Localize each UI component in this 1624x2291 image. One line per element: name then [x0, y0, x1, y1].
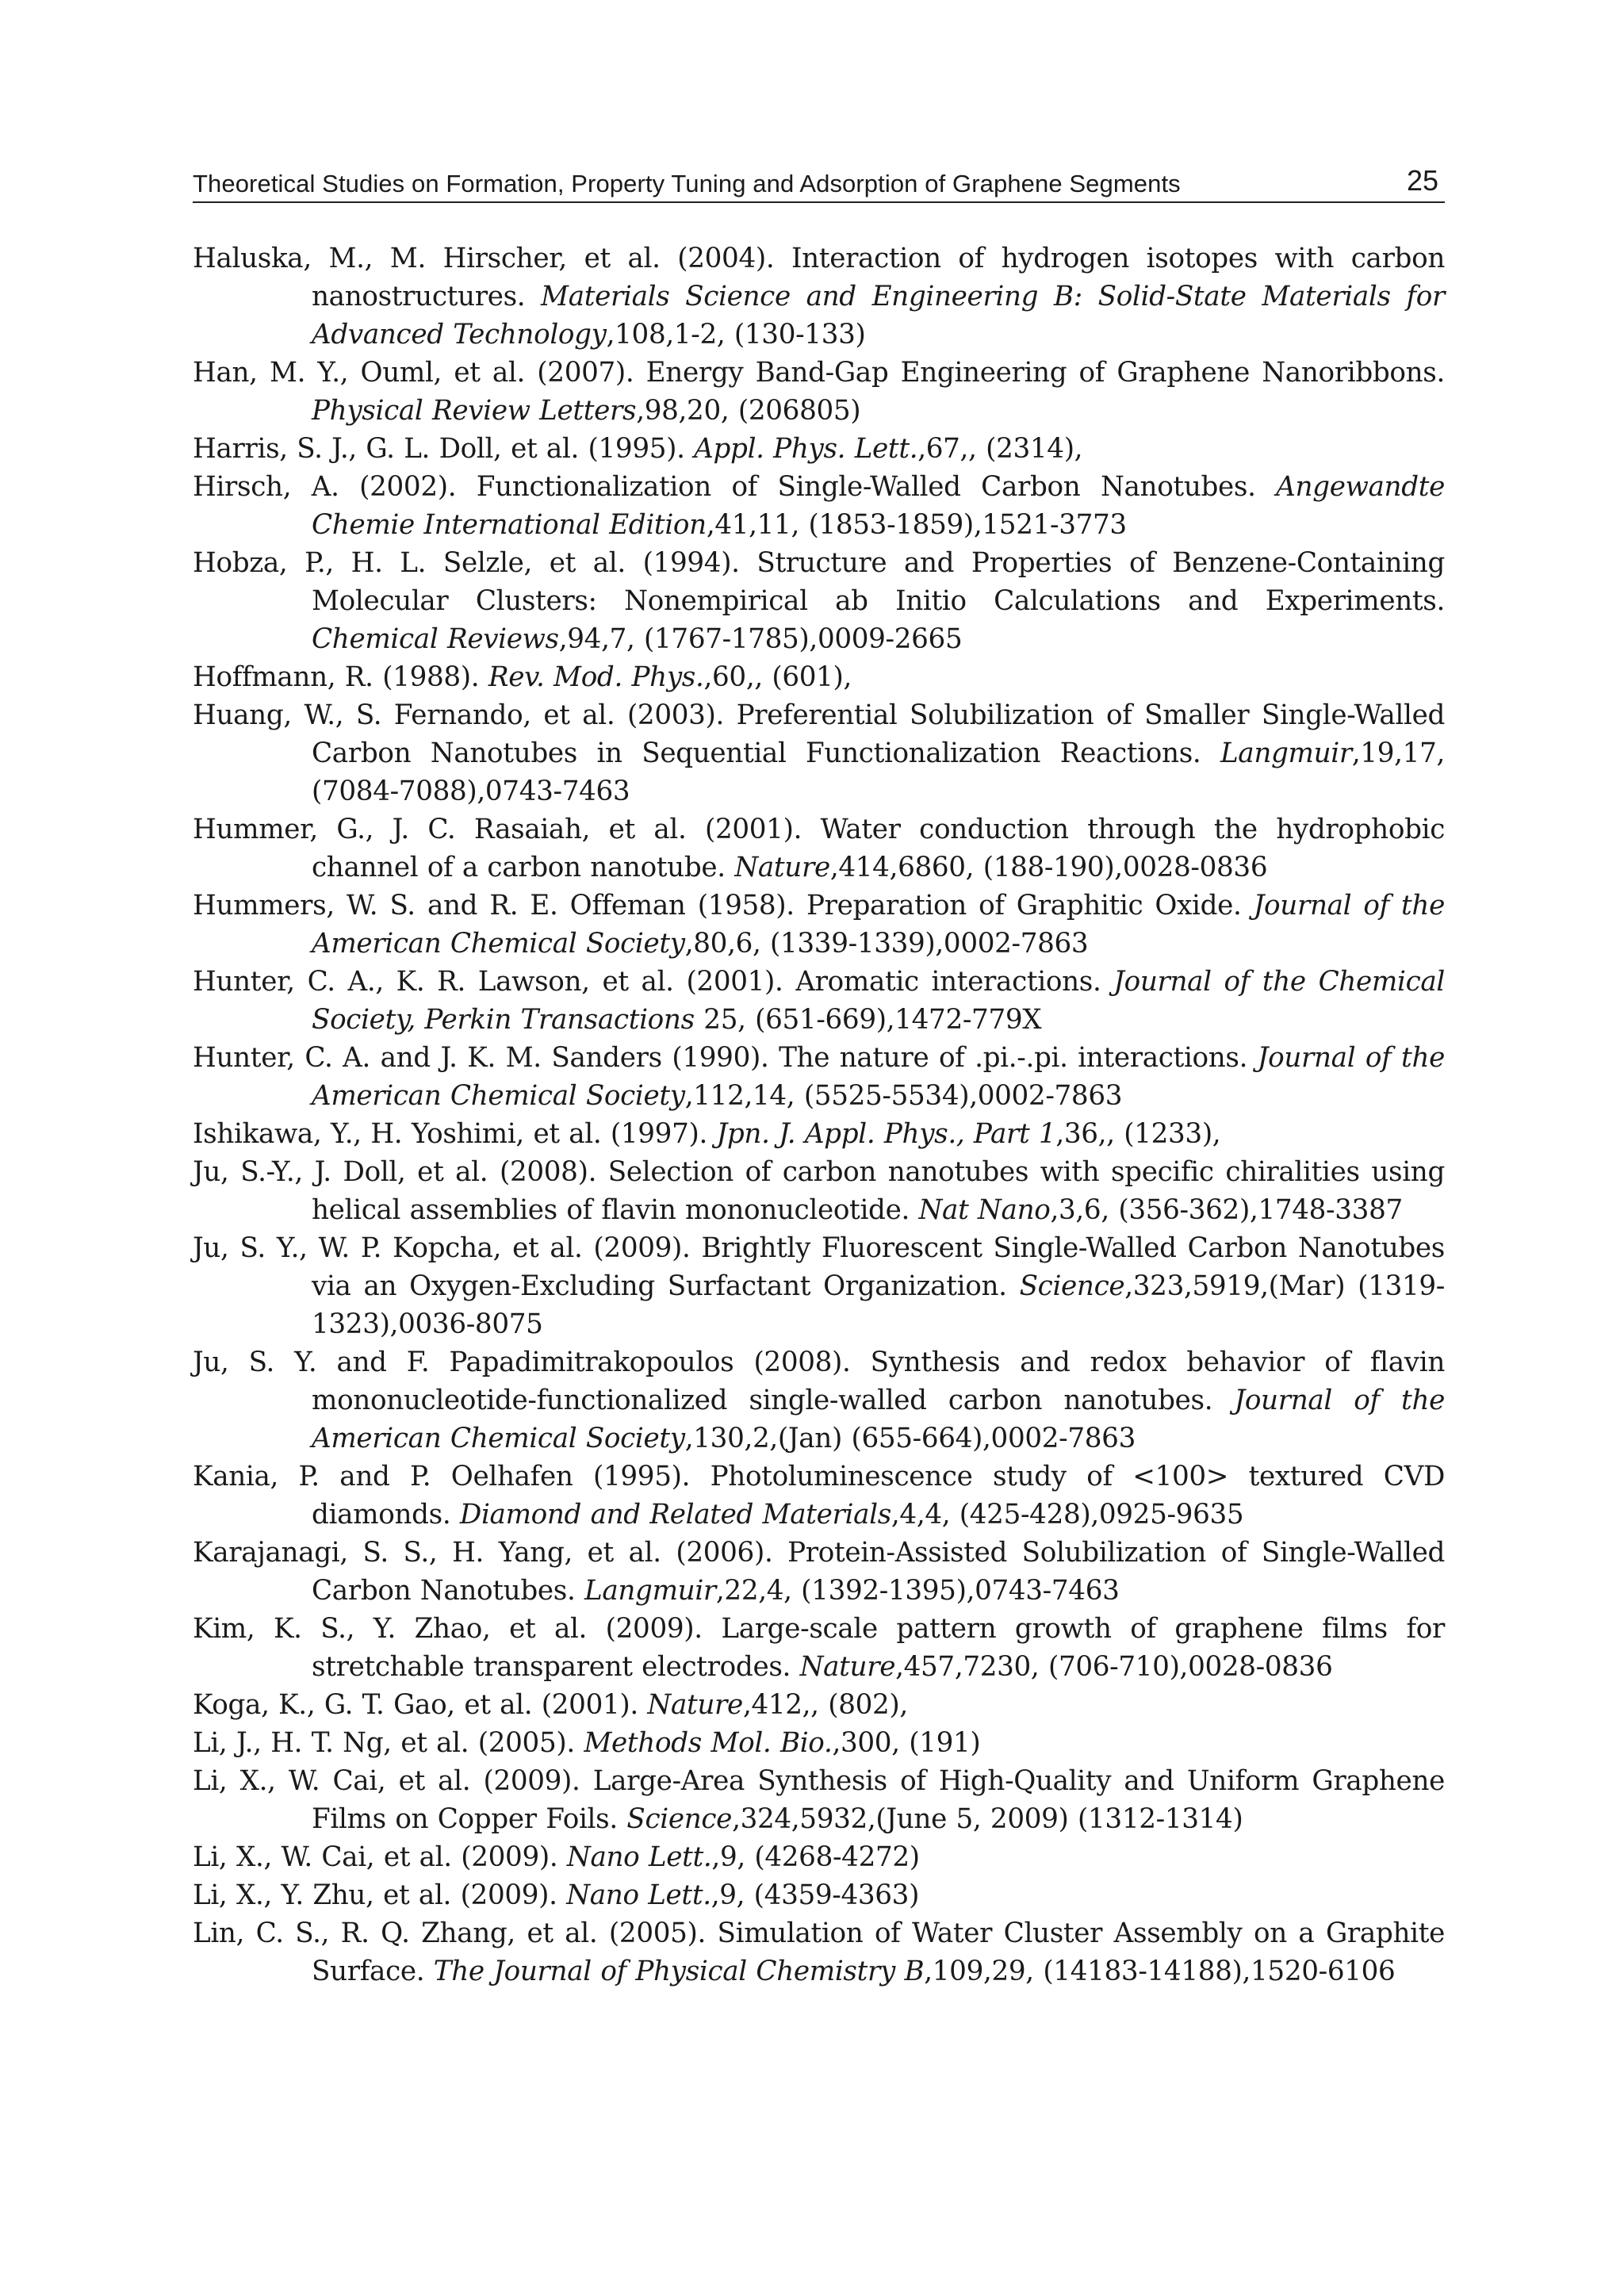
reference-volume-pages: ,112,14, (5525-5534),0002-7863	[684, 1080, 1123, 1112]
reference-volume-pages: ,22,4, (1392-1395),0743-7463	[715, 1575, 1120, 1607]
reference-volume-pages: ,108,1-2, (130-133)	[606, 319, 866, 351]
reference-journal: Methods Mol. Bio.	[584, 1727, 833, 1759]
reference-entry	[193, 658, 1445, 696]
reference-entry	[193, 963, 1445, 1039]
reference-entry	[193, 1762, 1445, 1838]
reference-journal: Materials Science and Engineering B: Solid-State Materials for Advanced Technology	[312, 281, 1445, 351]
running-header	[193, 163, 1445, 203]
reference-entry	[193, 1686, 1445, 1724]
reference-volume-pages: ,36,, (1233),	[1055, 1118, 1221, 1150]
reference-volume-pages: ,3,6, (356-362),1748-3387	[1050, 1194, 1403, 1226]
reference-volume-pages: ,457,7230, (706-710),0028-0836	[895, 1651, 1333, 1683]
reference-volume-pages: ,41,11, (1853-1859),1521-3773	[706, 509, 1127, 541]
page	[193, 0, 1445, 2291]
reference-entry	[193, 1229, 1445, 1343]
reference-journal: Chemical Reviews	[312, 623, 559, 655]
reference-citation-text: Kania, P. and P. Oelhafen (1995). Photoluminescence study of <100> textured CVD diamonds.	[193, 1461, 1445, 1531]
reference-list	[193, 239, 1445, 1990]
reference-volume-pages: ,60,, (601),	[703, 661, 852, 693]
reference-journal: Physical Review Letters	[312, 395, 637, 427]
reference-volume-pages: ,98,20, (206805)	[636, 395, 861, 427]
reference-journal: Diamond and Related Materials	[459, 1499, 891, 1531]
reference-volume-pages: ,109,29, (14183-14188),1520-6106	[924, 1956, 1396, 1987]
reference-citation-text: Hirsch, A. (2002). Functionalization of Single-Walled Carbon Nanotubes.	[193, 471, 1277, 503]
reference-journal: Nature	[734, 852, 830, 883]
reference-citation-text: Ju, S. Y. and F. Papadimitrakopoulos (2008). Synthesis and redox behavior of flavin mononucleotide-functionalized single-walled carbon nanotubes.	[193, 1347, 1445, 1416]
reference-volume-pages: ,94,7, (1767-1785),0009-2665	[558, 623, 963, 655]
reference-citation-text: Koga, K., G. T. Gao, et al. (2001).	[193, 1689, 648, 1721]
reference-entry	[193, 1838, 1445, 1876]
reference-citation-text: Li, X., W. Cai, et al. (2009). Large-Area Synthesis of High-Quality and Uniform Graphene Films on Copper Foils.	[193, 1765, 1445, 1835]
reference-entry	[193, 544, 1445, 658]
reference-volume-pages: ,414,6860, (188-190),0028-0836	[829, 852, 1268, 883]
reference-citation-text: Ju, S. Y., W. P. Kopcha, et al. (2009). Brightly Fluorescent Single-Walled Carbon Nanotubes via an Oxygen-Excluding Surfactant Organization.	[193, 1232, 1445, 1302]
reference-citation-text: Hoffmann, R. (1988).	[193, 661, 488, 693]
reference-entry	[193, 1724, 1445, 1762]
reference-citation-text: Hunter, C. A., K. R. Lawson, et al. (2001). Aromatic interactions.	[193, 966, 1114, 998]
reference-entry	[193, 1610, 1445, 1686]
reference-citation-text: Kim, K. S., Y. Zhao, et al. (2009). Large-scale pattern growth of graphene films for stretchable transparent electrodes.	[193, 1613, 1445, 1683]
reference-journal: Nano Lett.	[566, 1841, 712, 1873]
reference-entry	[193, 354, 1445, 430]
reference-journal: Science	[626, 1803, 733, 1835]
reference-journal: Rev. Mod. Phys.	[488, 661, 704, 693]
reference-citation-text: Ishikawa, Y., H. Yoshimi, et al. (1997).	[193, 1118, 717, 1150]
reference-entry	[193, 468, 1445, 544]
reference-journal: The Journal of Physical Chemistry B	[433, 1956, 925, 1987]
reference-entry	[193, 1153, 1445, 1229]
reference-entry	[193, 1914, 1445, 1990]
reference-entry	[193, 430, 1445, 468]
reference-entry	[193, 1876, 1445, 1914]
reference-citation-text: Hobza, P., H. L. Selzle, et al. (1994). Structure and Properties of Benzene-Containing Molecular Clusters: Nonempirical ab Initio Calculations and Experiments.	[193, 547, 1445, 617]
reference-citation-text: Li, J., H. T. Ng, et al. (2005).	[193, 1727, 584, 1759]
header-title: Theoretical Studies on Formation, Property Tuning and Adsorption of Graphene Segments	[193, 170, 1181, 197]
reference-volume-pages: ,67,, (2314),	[917, 433, 1083, 465]
reference-citation-text: Harris, S. J., G. L. Doll, et al. (1995).	[193, 433, 695, 465]
reference-journal: Science	[1019, 1270, 1125, 1302]
reference-entry	[193, 1115, 1445, 1153]
reference-volume-pages: ,412,, (802),	[742, 1689, 908, 1721]
reference-volume-pages: ,300, (191)	[832, 1727, 981, 1759]
reference-citation-text: Haluska, M., M. Hirscher, et al. (2004). Interaction of hydrogen isotopes with carbon nanostructures.	[193, 243, 1445, 312]
reference-journal: Journal of the American Chemical Society	[312, 1042, 1445, 1112]
reference-entry	[193, 1039, 1445, 1115]
reference-journal: Journal of the American Chemical Society	[312, 1385, 1445, 1454]
reference-volume-pages: ,323,5919,(Mar) (1319-1323),0036-8075	[312, 1270, 1445, 1340]
page-number: 25	[1406, 164, 1438, 197]
reference-citation-text: Li, X., W. Cai, et al. (2009).	[193, 1841, 567, 1873]
reference-citation-text: Hunter, C. A. and J. K. M. Sanders (1990). The nature of .pi.-.pi. interactions.	[193, 1042, 1258, 1074]
reference-volume-pages: ,9, (4359-4363)	[710, 1879, 920, 1911]
reference-journal: Angewandte Chemie International Edition	[312, 471, 1445, 541]
reference-volume-pages: ,4,4, (425-428),0925-9635	[891, 1499, 1244, 1531]
reference-journal: Journal of the American Chemical Society	[312, 890, 1445, 960]
reference-journal: Nano Lett.	[566, 1879, 711, 1911]
reference-citation-text: Hummers, W. S. and R. E. Offeman (1958). Preparation of Graphitic Oxide.	[193, 890, 1254, 921]
reference-volume-pages: 25, (651-669),1472-779X	[694, 1004, 1042, 1036]
reference-entry	[193, 1458, 1445, 1534]
reference-citation-text: Karajanagi, S. S., H. Yang, et al. (2006). Protein-Assisted Solubilization of Single-Walled Carbon Nanotubes.	[193, 1537, 1445, 1607]
reference-journal: Appl. Phys. Lett.	[694, 433, 918, 465]
reference-citation-text: Lin, C. S., R. Q. Zhang, et al. (2005). Simulation of Water Cluster Assembly on a Graphite Surface.	[193, 1917, 1445, 1987]
reference-citation-text: Li, X., Y. Zhu, et al. (2009).	[193, 1879, 567, 1911]
reference-journal: Langmuir	[584, 1575, 716, 1607]
reference-journal: Nature	[647, 1689, 743, 1721]
reference-volume-pages: ,9, (4268-4272)	[711, 1841, 920, 1873]
reference-entry	[193, 887, 1445, 963]
reference-entry	[193, 696, 1445, 810]
reference-volume-pages: ,80,6, (1339-1339),0002-7863	[684, 928, 1089, 960]
reference-volume-pages: ,324,5932,(June 5, 2009) (1312-1314)	[732, 1803, 1243, 1835]
reference-volume-pages: ,130,2,(Jan) (655-664),0002-7863	[684, 1423, 1136, 1454]
reference-citation-text: Ju, S.-Y., J. Doll, et al. (2008). Selection of carbon nanotubes with specific chiralities using helical assemblies of flavin mononucleotide.	[193, 1156, 1445, 1226]
reference-journal: Jpn. J. Appl. Phys., Part 1	[716, 1118, 1056, 1150]
reference-volume-pages: ,19,17, (7084-7088),0743-7463	[312, 737, 1445, 807]
reference-journal: Nat Nano	[918, 1194, 1051, 1226]
reference-entry	[193, 1343, 1445, 1458]
reference-journal: Nature	[799, 1651, 896, 1683]
reference-entry	[193, 239, 1445, 354]
reference-journal: Langmuir	[1220, 737, 1352, 769]
reference-citation-text: Han, M. Y., Ouml, et al. (2007). Energy Band-Gap Engineering of Graphene Nanoribbons.	[193, 357, 1445, 389]
reference-journal: Journal of the Chemical Society, Perkin Transactions	[312, 966, 1445, 1036]
reference-citation-text: Hummer, G., J. C. Rasaiah, et al. (2001). Water conduction through the hydrophobic channel of a carbon nanotube.	[193, 814, 1445, 883]
reference-entry	[193, 810, 1445, 887]
reference-citation-text: Huang, W., S. Fernando, et al. (2003). Preferential Solubilization of Smaller Single-Walled Carbon Nanotubes in Sequential Functionalization Reactions.	[193, 699, 1445, 769]
reference-entry	[193, 1534, 1445, 1610]
